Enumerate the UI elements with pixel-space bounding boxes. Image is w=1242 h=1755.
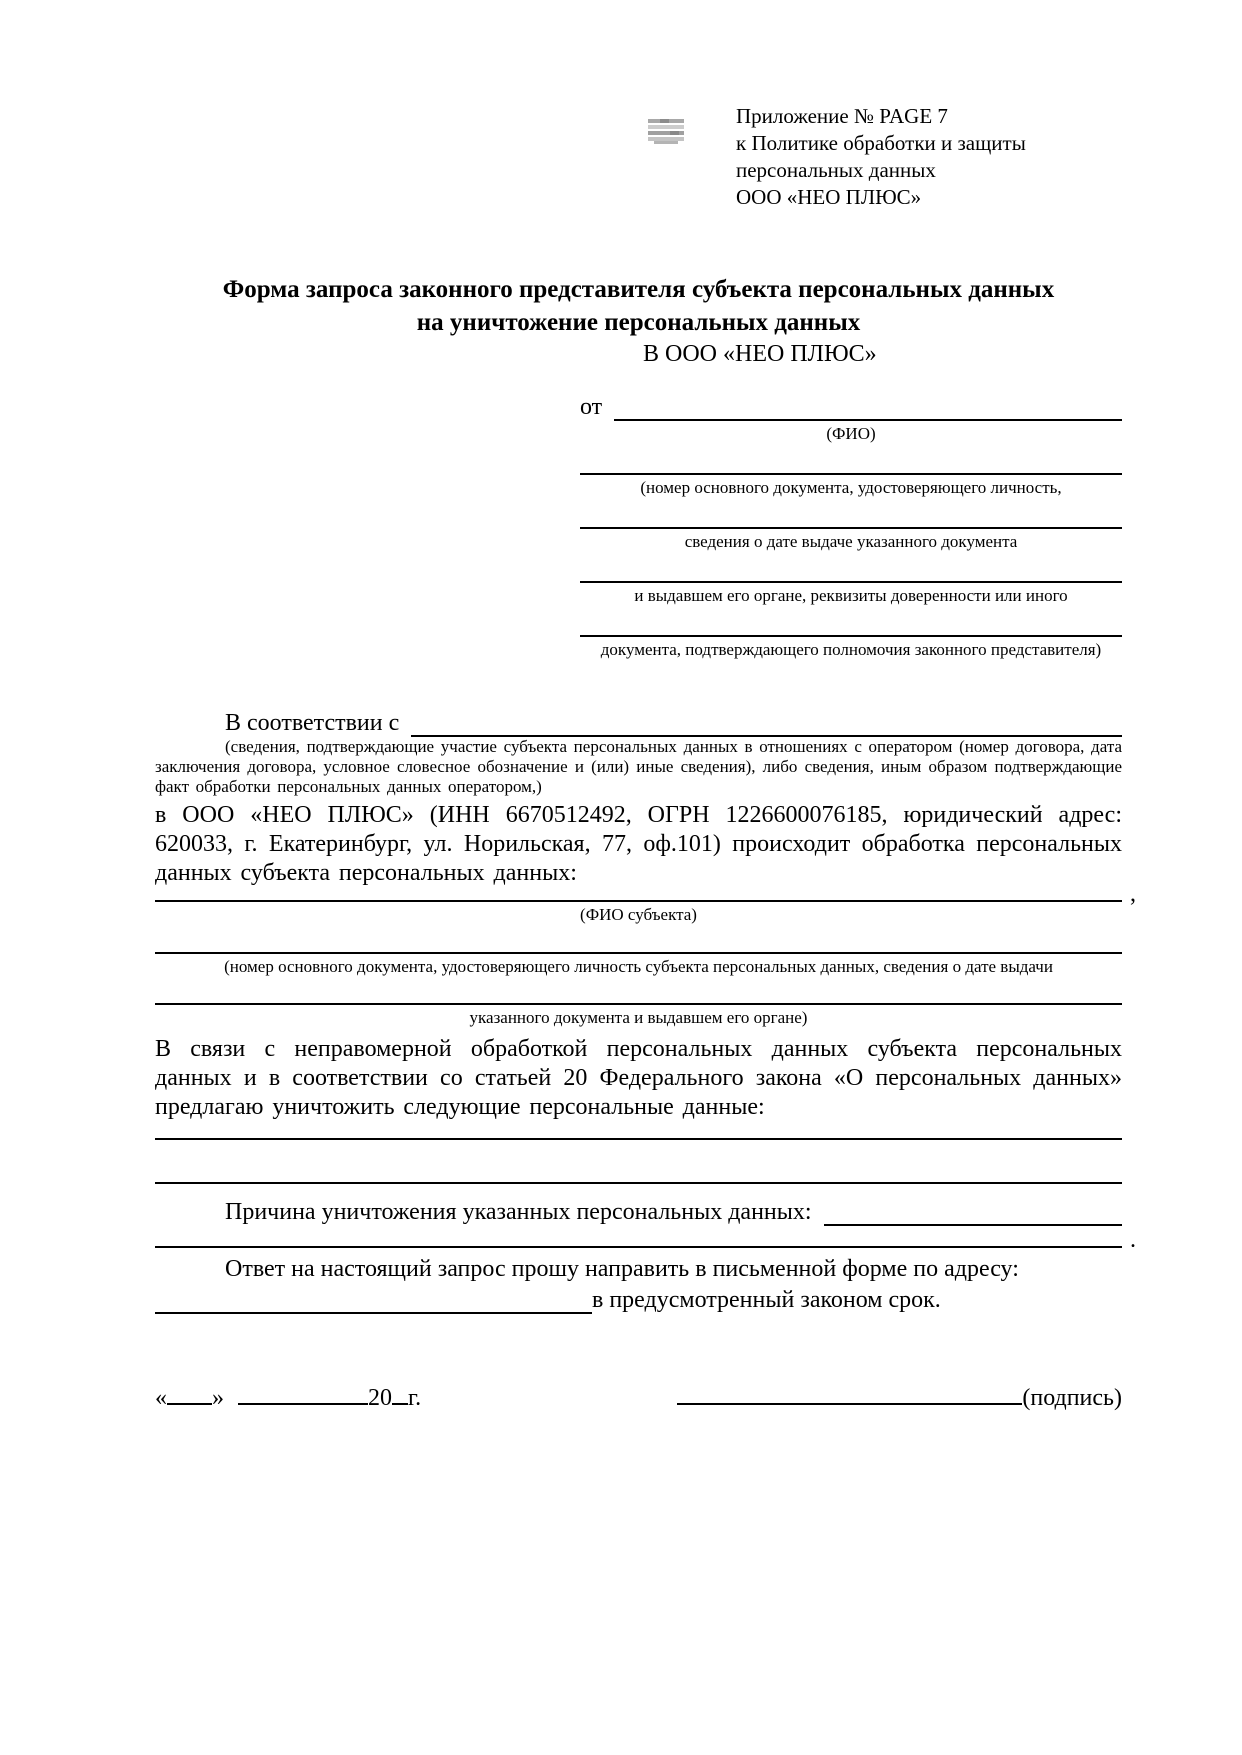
date-quote-open: « bbox=[155, 1385, 167, 1411]
date-year-suffix: г. bbox=[408, 1385, 422, 1411]
addressee-to-line: В ООО «НЕО ПЛЮС» bbox=[643, 341, 877, 367]
representative-doc-field-4 bbox=[580, 609, 1122, 637]
representative-doc-group-4 bbox=[580, 609, 1122, 663]
operator-paragraph: в ООО «НЕО ПЛЮС» (ИНН 6670512492, ОГРН 1226600076185, юридический адрес: 620033, г. Екатеринбург, ул. Норильская, 77, оф.101) происходит обработка персональных данных субъекта персональных данных: bbox=[155, 802, 1122, 886]
appendix-company-line: ООО «НЕО ПЛЮС» bbox=[736, 185, 922, 209]
data-to-destroy-field-2 bbox=[155, 1140, 1122, 1184]
appendix-header bbox=[648, 103, 1242, 211]
representative-doc-caption-3: и выдавшем его органе, реквизиты доверенности или иного bbox=[634, 586, 1068, 605]
subject-fio-field bbox=[155, 886, 1122, 902]
accordance-fine-print: (сведения, подтверждающие участие субъекта персональных данных в отношениях с оператором (номер договора, дата заключения договора, условное словесное обозначение и (или) иные сведения), либо сведения, иным образом подтверждающие факт обработки персональных данных оператором,) bbox=[155, 737, 1122, 796]
data-to-destroy-field-1 bbox=[155, 1122, 1122, 1140]
reason-continuation-row bbox=[155, 1226, 1136, 1253]
subject-fio-trailing-comma: , bbox=[1130, 881, 1136, 907]
reason-continuation-field bbox=[155, 1224, 1122, 1248]
representative-doc-field-3 bbox=[580, 555, 1122, 583]
appendix-policy-line: к Политике обработки и защиты bbox=[736, 131, 1026, 155]
representative-doc-group-3 bbox=[580, 555, 1122, 609]
appendix-policy-line-2: персональных данных bbox=[736, 158, 936, 182]
representative-doc-caption-2: сведения о дате выдаче указанного документа bbox=[684, 532, 1018, 551]
representative-from-row bbox=[580, 387, 1122, 421]
representative-doc-group-2 bbox=[580, 501, 1122, 555]
date-day-field bbox=[167, 1379, 212, 1405]
subject-doc-caption-1: (номер основного документа, удостоверяющего личность субъекта персональных данных, сведения о дате выдачи bbox=[224, 957, 1053, 976]
subject-doc-field-1 bbox=[155, 928, 1122, 954]
representative-doc-field-2 bbox=[580, 501, 1122, 529]
request-paragraph: В связи с неправомерной обработкой персональных данных субъекта персональных данных и в соответствии со статьей 20 Федерального закона «О персональных данных» предлагаю уничтожить следующие персональные данные: bbox=[155, 1036, 1122, 1120]
subject-doc-field-2 bbox=[155, 980, 1122, 1005]
date-quote-close: » bbox=[212, 1385, 224, 1411]
signature-line bbox=[677, 1379, 1122, 1412]
signature-field bbox=[677, 1379, 1022, 1405]
appendix-number-line: Приложение № PAGE 7 bbox=[736, 104, 948, 128]
subject-fio-row bbox=[155, 881, 1136, 907]
accordance-label: В соответствии с bbox=[225, 710, 400, 736]
accordance-row bbox=[155, 705, 1122, 737]
representative-doc-caption-4: документа, подтверждающего полномочия законного представителя) bbox=[600, 640, 1102, 659]
subject-doc-caption-2: указанного документа и выдавшем его органе) bbox=[469, 1008, 808, 1027]
answer-address-field bbox=[155, 1312, 592, 1314]
reason-label: Причина уничтожения указанных персональных данных: bbox=[225, 1199, 812, 1225]
representative-doc-field-1 bbox=[580, 447, 1122, 475]
document-title-line-1: Форма запроса законного представителя субъекта персональных данных bbox=[222, 276, 1055, 303]
from-label: от bbox=[580, 394, 603, 420]
answer-suffix: в предусмотренный законом срок. bbox=[592, 1287, 941, 1313]
date-line bbox=[155, 1379, 421, 1412]
fio-caption: (ФИО) bbox=[826, 424, 876, 443]
date-month-field bbox=[238, 1379, 368, 1405]
document-title-line-2: на уничтожение персональных данных bbox=[416, 309, 861, 336]
document-body bbox=[155, 705, 1136, 1314]
answer-line: Ответ на настоящий запрос прошу направить в письменной форме по адресу: bbox=[225, 1256, 1019, 1282]
appendix-text bbox=[736, 103, 1026, 211]
answer-address-row bbox=[155, 1284, 1122, 1314]
embedded-object-icon bbox=[648, 117, 684, 145]
representative-doc-group-1 bbox=[580, 447, 1122, 501]
reason-row bbox=[155, 1196, 1122, 1226]
document-title bbox=[155, 273, 1122, 339]
addressee-block bbox=[580, 339, 1122, 663]
subject-fio-caption: (ФИО субъекта) bbox=[580, 905, 697, 924]
signature-caption: (подпись) bbox=[1022, 1385, 1122, 1411]
representative-doc-caption-1: (номер основного документа, удостоверяющего личность, bbox=[640, 478, 1062, 497]
footer-row bbox=[155, 1378, 1122, 1412]
reason-trailing-period: . bbox=[1130, 1227, 1136, 1253]
date-year-prefix: 20 bbox=[368, 1385, 392, 1411]
date-year-field bbox=[392, 1379, 408, 1405]
